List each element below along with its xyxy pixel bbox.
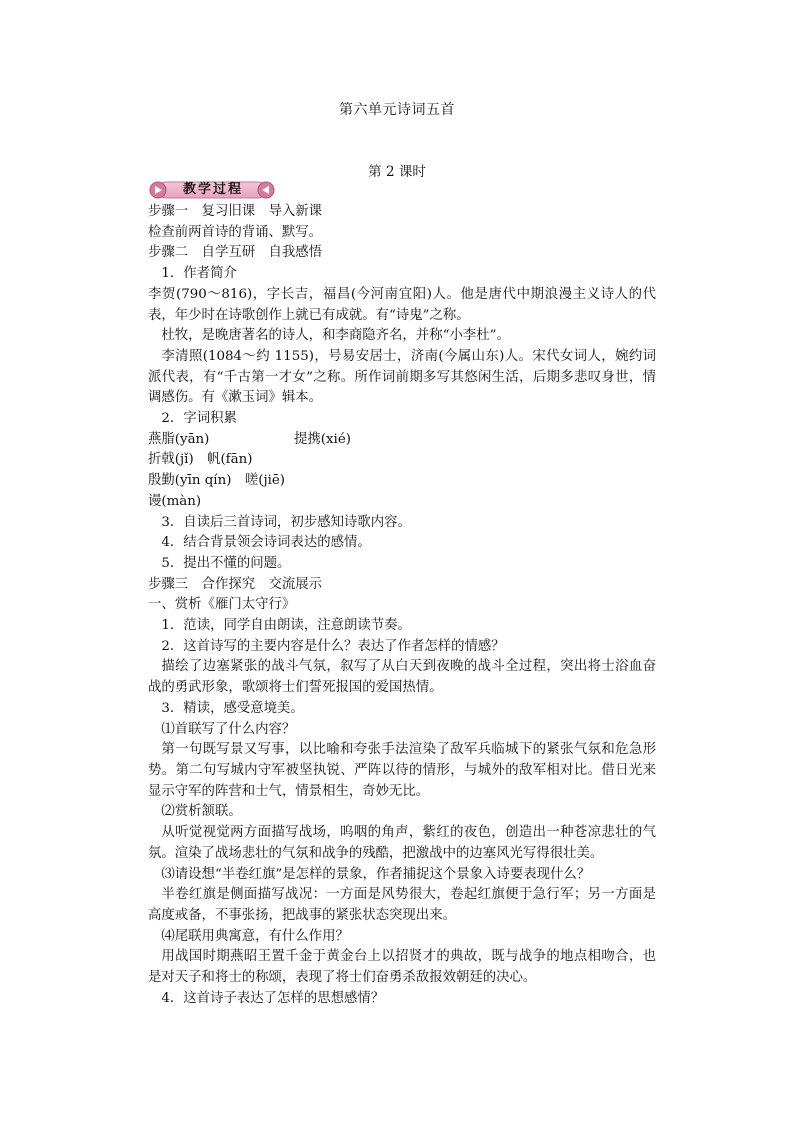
text-line: 2．这首诗写的主要内容是什么？表达了作者怎样的情感？ [161,638,505,654]
text-line: 检查前两首诗的背诵、默写。 [148,224,323,240]
text-line: 杜牧，是晚唐著名的诗人，和李商隐齐名，并称“小李杜”。 [161,328,510,344]
text-line: 3．自读后三首诗词，初步感知诗歌内容。 [161,514,411,530]
text-line: 5．提出不懂的问题。 [161,555,291,571]
text-line: 步骤一 复习旧课 导入新课 [148,204,323,219]
paragraph: 描绘了边塞紧张的战斗气氛，叙写了从白天到夜晚的战斗全过程，突出将士浴血奋战的勇武形象，歌颂将士们誓死报国的爱国热情。 [148,659,656,696]
paragraph: 李贺(790～816)，字长吉，福昌(今河南宜阳)人。他是唐代中期浪漫主义诗人的代表，年少时在诗歌创作上就已有成就。有“诗鬼”之称。 [148,286,656,323]
paragraph: 半卷红旗是侧面描写战况：一方面是风势很大，卷起红旗便于急行军；另一方面是高度戒备，不事张扬，把战事的紧张状态突现出来。 [148,887,656,923]
text-line: 4．结合背景领会诗词表达的感情。 [161,535,371,551]
text-line: 4．这首诗子表达了怎样的思想感情？ [161,990,385,1006]
vocab-item: 燕脂(yān) [148,431,210,447]
text-line: 步骤二 自学互研 自我感悟 [148,245,323,261]
text-line: ⑷尾联用典寓意，有什么作用？ [161,928,349,944]
text-line: 步骤三 合作探究 交流展示 [148,576,323,592]
paragraph: 李清照(1084～约 1155)，号易安居士，济南(今属山东)人。宋代女词人，婉约词派代表，有“千古第一才女”之称。所作词前期多写其悠闲生活，后期多悲叹身世，情调感伤。有《漱玉词》辑本。 [148,348,656,406]
paragraph: 第一句既写景又写事，以比喻和夸张手法渲染了敌军兵临城下的紧张气氛和危急形势。第二句写城内守军被坚执锐、严阵以待的情形，与城外的敌军相对比。借日光来显示守军的阵营和士气，情景相生，奇妙无比。 [148,742,656,799]
text-line: 2．字词积累 [161,411,237,427]
text-line: 1．作者简介 [161,266,237,282]
text-line: 1．范读，同学自由朗读，注意朗读节奏。 [161,618,411,634]
text-line: 殷勤(yīn qín) 嗟(jiē) [148,473,286,489]
lesson-body [148,202,656,1009]
text-line: 折戟(jǐ) 帆(fān) [148,452,253,468]
text-line: 3．精读，感受意境美。 [161,700,304,716]
text-line: 谩(màn) [148,493,202,509]
banner-label: 教学过程 [182,182,243,197]
text-line: 一、赏析《雁门太守行》 [148,597,296,613]
text-line: ⑴首联写了什么内容？ [161,721,296,737]
page-title: 第六单元诗词五首 [339,102,455,118]
paragraph: 从听觉视觉两方面描写战场，呜咽的角声，紫红的夜色，创造出一种苍凉悲壮的气氛。渲染了战场悲壮的气氛和战争的残酷，把激战中的边塞风光写得很壮美。 [148,825,656,861]
paragraph: 用战国时期燕昭王置千金于黄金台上以招贤才的典故，既与战争的地点相吻合，也是对天子和将士的称颂，表现了将士们奋勇杀敌报效朝廷的决心。 [148,949,656,986]
text-line: ⑶请设想“半卷红旗”是怎样的景象，作者捕捉这个景象入诗要表现什么？ [161,866,591,882]
lesson-label: 第 2 课时 [368,164,426,180]
vocab-item: 提携(xié) [294,431,351,447]
text-line: ⑵赏析颔联。 [161,804,242,820]
vocab-line [148,430,656,451]
section-banner [148,180,276,200]
